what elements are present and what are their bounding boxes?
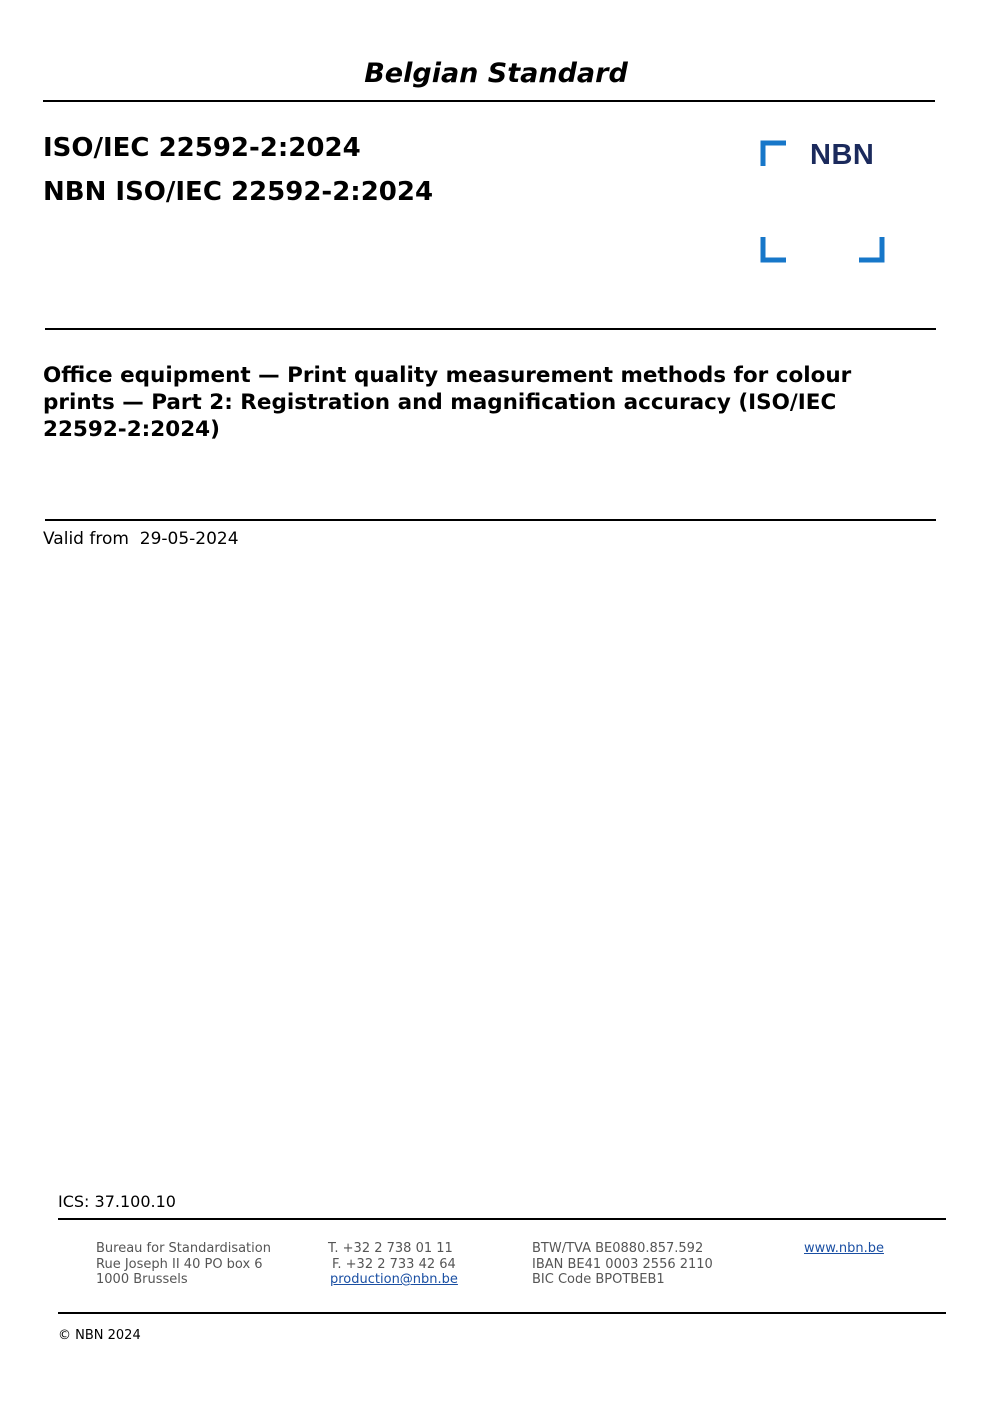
header-divider — [43, 100, 935, 102]
email-link[interactable]: production@nbn.be — [330, 1272, 458, 1287]
valid-from — [43, 528, 239, 550]
fax-number: F. +32 2 733 42 64 — [332, 1256, 456, 1272]
copyright-notice: © NBN 2024 — [58, 1328, 141, 1343]
nbn-logo-text: NBN — [810, 139, 875, 171]
iban-number: IBAN BE41 0003 2556 2110 — [532, 1256, 713, 1272]
title-top-divider — [45, 328, 936, 330]
website-link[interactable]: www.nbn.be — [804, 1241, 884, 1256]
footer-top-divider — [58, 1218, 946, 1220]
nbn-standard-number: NBN ISO/IEC 22592-2:2024 — [43, 177, 434, 207]
valid-from-label: Valid from — [43, 529, 129, 549]
nbn-logo — [760, 140, 886, 264]
title-bottom-divider — [45, 519, 936, 521]
address-line: Bureau for Standardisation — [96, 1241, 271, 1256]
document-title: Office equipment — Print quality measurement methods for colour prints — Part 2: Registration and magnification accuracy (ISO/IEC 22592-2:2024) — [43, 363, 852, 442]
phone-number: T. +32 2 738 01 11 — [328, 1241, 453, 1256]
address-line: Rue Joseph II 40 PO box 6 — [96, 1256, 263, 1272]
footer-bottom-divider — [58, 1312, 946, 1314]
vat-number: BTW/TVA BE0880.857.592 — [532, 1241, 704, 1256]
footer-website-block — [804, 1241, 884, 1257]
bic-code: BIC Code BPOTBEB1 — [532, 1272, 665, 1287]
footer-bank-block — [532, 1241, 713, 1288]
address-line: 1000 Brussels — [96, 1272, 188, 1287]
footer-address — [96, 1241, 271, 1288]
valid-from-date: 29-05-2024 — [139, 529, 239, 549]
page-header-title: Belgian Standard — [364, 58, 628, 89]
footer-phone-block — [328, 1241, 458, 1288]
ics-classification: ICS: 37.100.10 — [58, 1192, 176, 1211]
iso-standard-number: ISO/IEC 22592-2:2024 — [43, 133, 361, 163]
